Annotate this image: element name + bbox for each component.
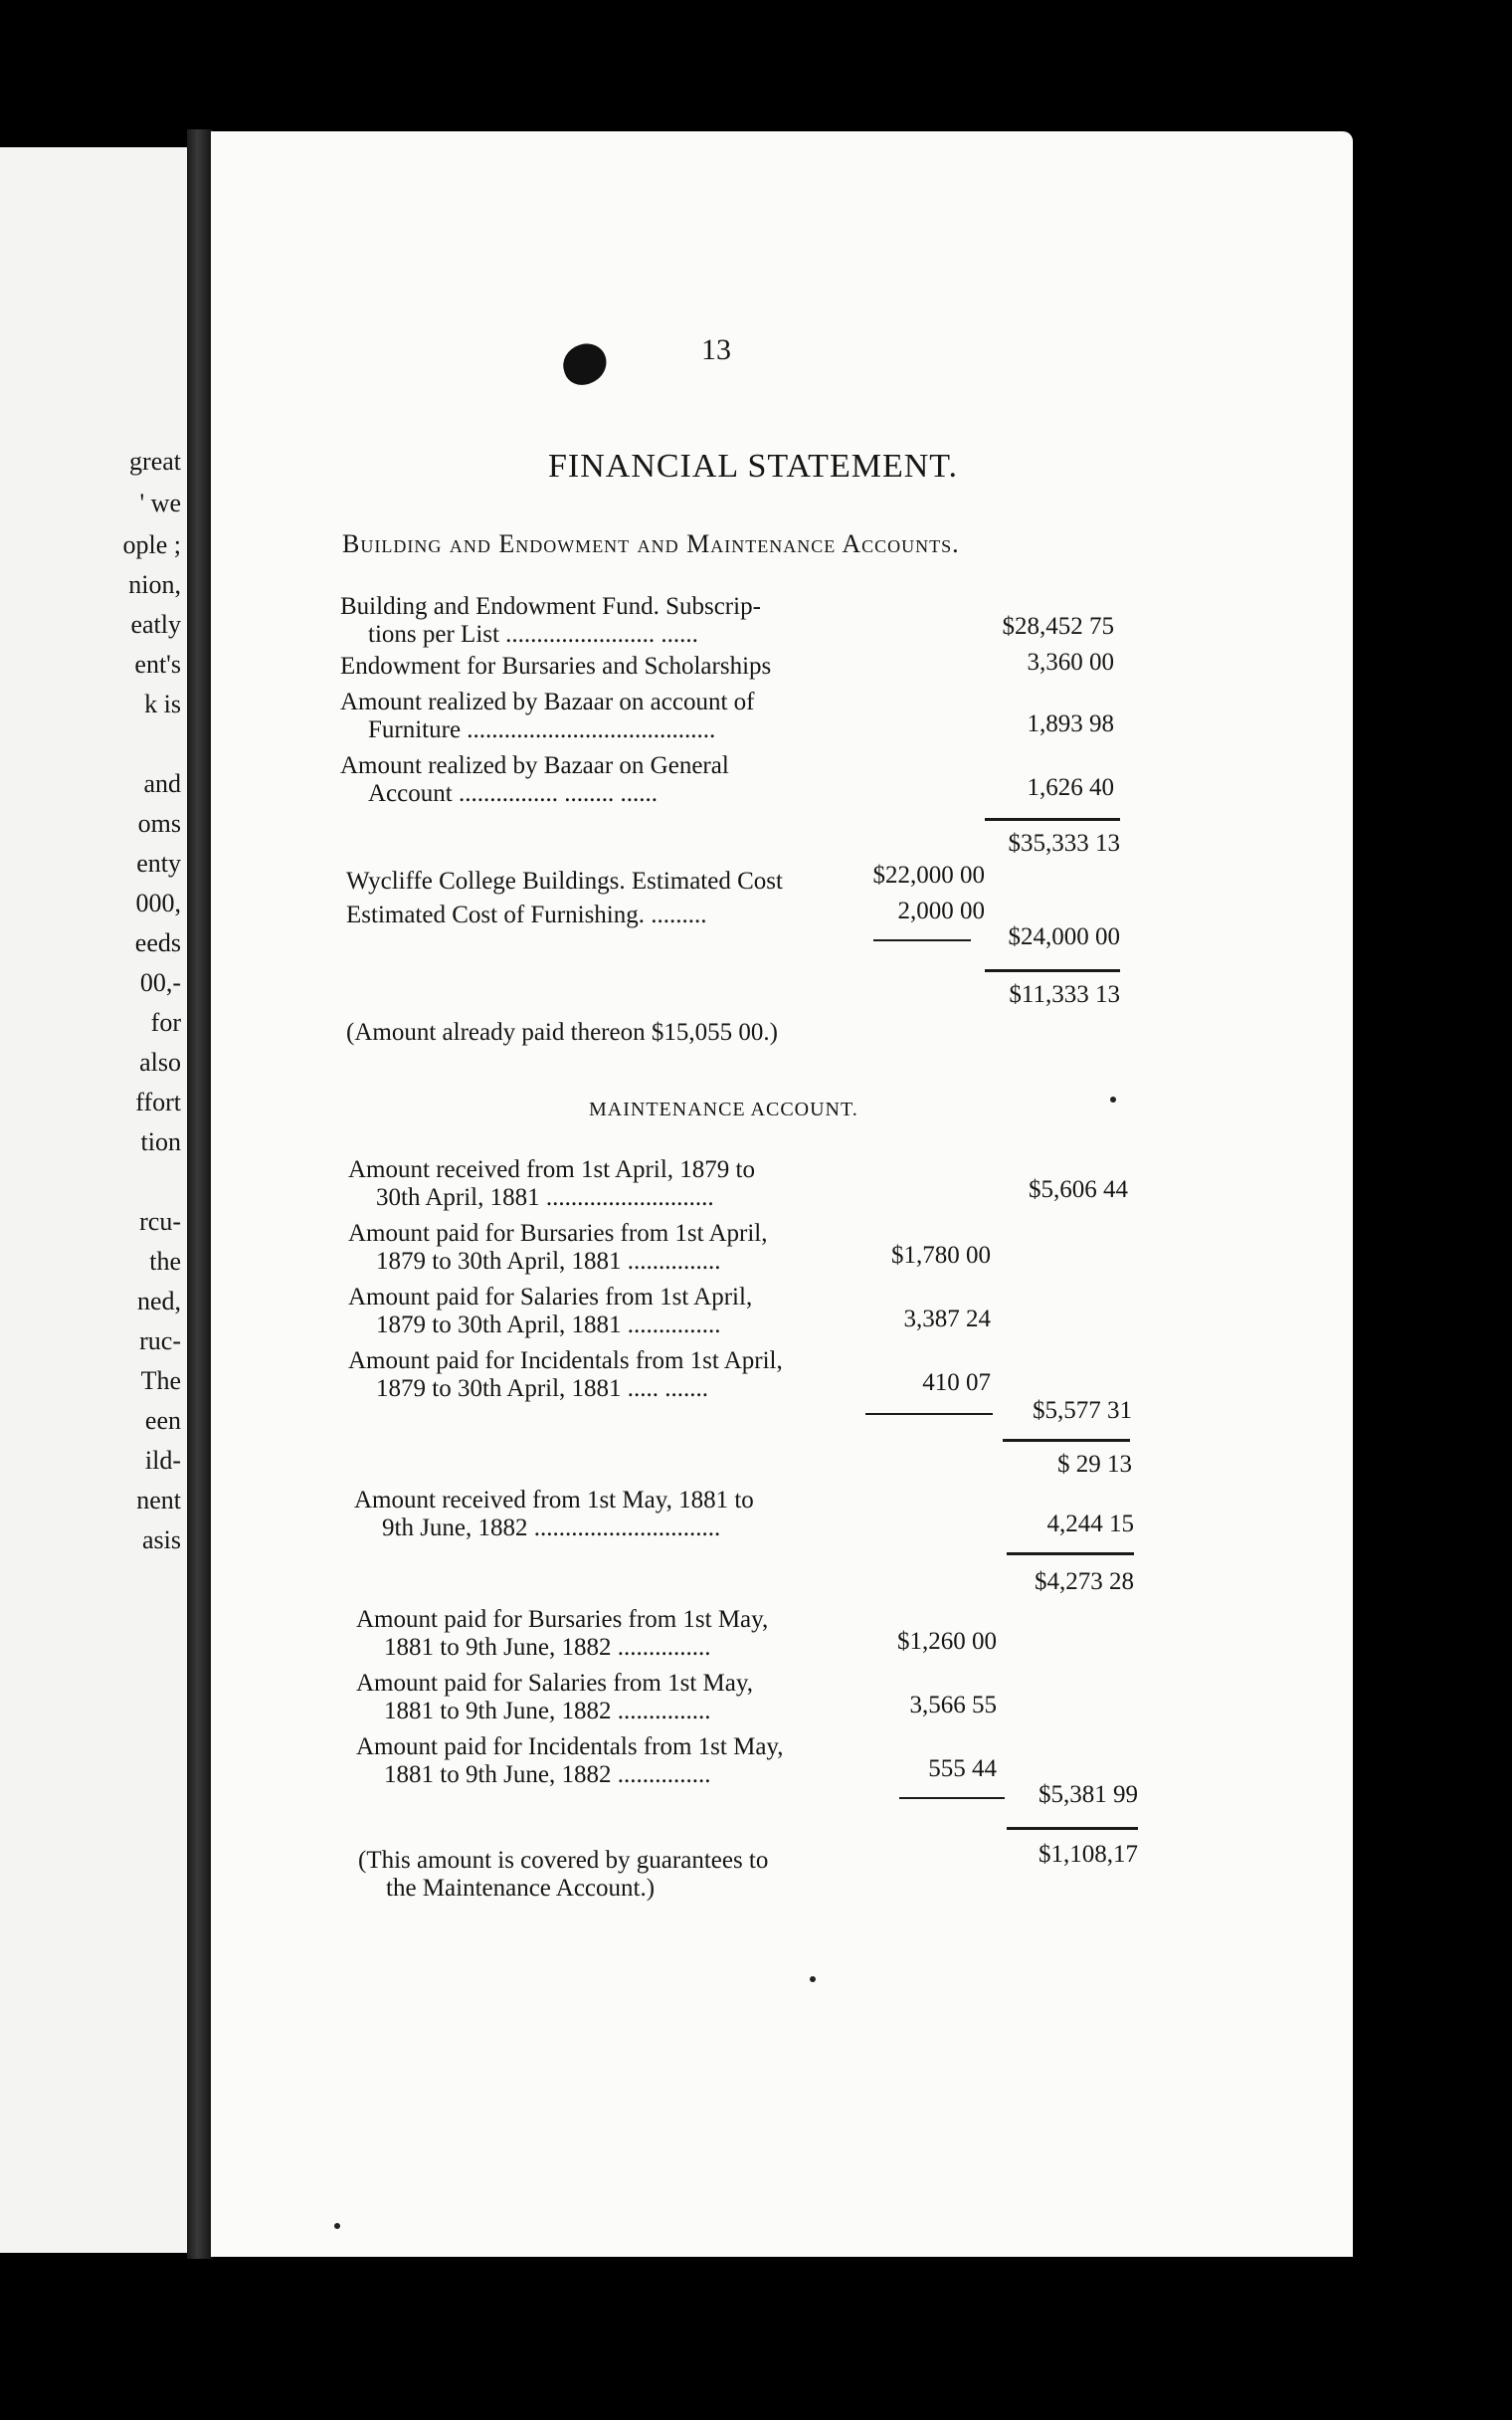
cost-amount: 2,000 00 xyxy=(897,898,985,924)
text-fragment: 00,- xyxy=(139,968,181,997)
text-fragment: The xyxy=(140,1366,181,1395)
balance-amount: $11,333 13 xyxy=(1009,981,1120,1008)
sum-rule xyxy=(899,1797,1005,1799)
paid-total-amount: $5,381 99 xyxy=(1039,1781,1138,1808)
description-line: Amount paid for Salaries from 1st May, xyxy=(356,1670,753,1697)
sum-rule xyxy=(985,969,1120,972)
maintenance-heading: MAINTENANCE ACCOUNT. xyxy=(589,1099,858,1120)
text-fragment: ent's xyxy=(134,650,181,679)
text-fragment: oms xyxy=(137,809,181,838)
text-fragment: and xyxy=(143,769,181,798)
ledger-item-description xyxy=(356,1606,768,1662)
page-number: 13 xyxy=(701,333,731,366)
description-line: Amount realized by Bazaar on General xyxy=(340,752,729,779)
note-line: the Maintenance Account.) xyxy=(386,1875,656,1902)
ledger-amount: $1,780 00 xyxy=(891,1242,991,1269)
section-heading: Building and Endowment and Maintenance Accounts. xyxy=(342,529,960,558)
text-fragment: nion, xyxy=(128,570,181,599)
ledger-item-description xyxy=(348,1284,752,1339)
ledger-item-description: Endowment for Bursaries and Scholarships xyxy=(340,653,772,680)
text-fragment: k is xyxy=(144,690,181,718)
description-line: 1879 to 30th April, 1881 ..... ....... xyxy=(376,1375,709,1402)
balance-amount: $ 29 13 xyxy=(1057,1451,1132,1478)
text-fragment: ' we xyxy=(139,489,181,517)
ledger-item-description xyxy=(340,752,729,808)
text-fragment: ffort xyxy=(135,1088,181,1116)
stray-mark xyxy=(1110,1097,1116,1103)
text-fragment: rcu- xyxy=(139,1207,181,1236)
description-line: Building and Endowment Fund. Subscrip- xyxy=(340,593,761,620)
text-fragment: asis xyxy=(142,1525,181,1554)
ledger-amount: $1,260 00 xyxy=(897,1628,997,1655)
ledger-item-description xyxy=(340,593,761,649)
description-line: Amount paid for Incidentals from 1st April, xyxy=(348,1347,783,1374)
payment-note: (Amount already paid thereon $15,055 00.) xyxy=(346,1019,778,1046)
text-fragment: ned, xyxy=(136,1287,181,1315)
text-fragment: een xyxy=(144,1406,181,1435)
subtotal-amount: $35,333 13 xyxy=(1008,830,1120,857)
text-fragment: enty xyxy=(136,849,181,878)
guarantee-note xyxy=(358,1847,768,1903)
ledger-item-description xyxy=(348,1156,755,1212)
text-fragment: tion xyxy=(140,1127,181,1156)
ledger-amount: 3,566 55 xyxy=(909,1692,997,1718)
stray-mark xyxy=(334,2223,340,2229)
description-line: Amount paid for Salaries from 1st April, xyxy=(348,1284,753,1311)
ledger-item-description xyxy=(340,689,755,744)
ledger-item-description xyxy=(354,1487,754,1542)
ledger-amount: 410 07 xyxy=(922,1369,991,1396)
text-fragment: for xyxy=(150,1008,181,1037)
text-fragment: ople ; xyxy=(122,530,181,559)
ledger-amount: 4,244 15 xyxy=(1046,1511,1134,1537)
ledger-amount: $28,452 75 xyxy=(1002,613,1114,640)
description-line: 1879 to 30th April, 1881 ............... xyxy=(376,1248,721,1275)
text-fragment: ild- xyxy=(144,1446,181,1475)
ledger-amount: 3,360 00 xyxy=(1027,649,1114,676)
sum-rule xyxy=(1003,1439,1130,1442)
cost-amount: $22,000 00 xyxy=(872,862,985,889)
previous-page-edge xyxy=(0,147,187,2253)
text-fragment: the xyxy=(149,1247,181,1276)
ledger-item-description xyxy=(348,1220,767,1276)
description-line: Amount paid for Bursaries from 1st April, xyxy=(348,1220,768,1247)
text-fragment: 000, xyxy=(135,889,181,917)
description-line: 1879 to 30th April, 1881 ............... xyxy=(376,1311,721,1338)
book-gutter xyxy=(187,129,213,2259)
ledger-item-description xyxy=(356,1733,784,1789)
description-line: 30th April, 1881 ........................... xyxy=(376,1184,714,1211)
paid-total-amount: $5,577 31 xyxy=(1033,1397,1132,1424)
ledger-item-description xyxy=(348,1347,783,1403)
text-fragment: eatly xyxy=(130,610,181,639)
description-line: Account ................ ........ ...... xyxy=(368,780,658,807)
text-fragment: great xyxy=(129,447,181,476)
page-title: FINANCIAL STATEMENT. xyxy=(547,448,959,485)
description-line: Amount paid for Incidentals from 1st May, xyxy=(356,1733,784,1760)
description-line: 1881 to 9th June, 1882 ............... xyxy=(384,1698,711,1724)
description-line: Amount paid for Bursaries from 1st May, xyxy=(356,1606,769,1633)
sum-rule xyxy=(865,1413,993,1415)
ledger-amount: 1,626 40 xyxy=(1027,774,1114,801)
description-line: 9th June, 1882 .............................. xyxy=(382,1514,721,1541)
note-line: (This amount is covered by guarantees to xyxy=(358,1847,769,1874)
cost-label: Wycliffe College Buildings. Estimated Cost xyxy=(346,868,783,895)
ledger-amount: 3,387 24 xyxy=(903,1306,991,1332)
sum-rule xyxy=(1007,1552,1134,1555)
description-line: 1881 to 9th June, 1882 ............... xyxy=(384,1634,711,1661)
description-line: Amount received from 1st May, 1881 to xyxy=(354,1487,754,1513)
description-line: Furniture ........................................ xyxy=(368,716,716,743)
text-fragment: eeds xyxy=(134,928,181,957)
deficit-amount: $1,108,17 xyxy=(1039,1841,1138,1868)
stray-mark xyxy=(810,1976,816,1982)
description-line: Amount realized by Bazaar on account of xyxy=(340,689,755,715)
subtotal-amount: $4,273 28 xyxy=(1035,1568,1134,1595)
text-fragment: also xyxy=(139,1048,181,1077)
description-line: tions per List ........................ ...... xyxy=(368,621,698,648)
costs-total-amount: $24,000 00 xyxy=(1008,923,1120,950)
description-line: Amount received from 1st April, 1879 to xyxy=(348,1156,755,1183)
cost-label: Estimated Cost of Furnishing. ......... xyxy=(346,902,707,928)
text-fragment: ruc- xyxy=(139,1326,181,1355)
ledger-amount: 555 44 xyxy=(928,1755,997,1782)
text-fragment: nent xyxy=(136,1486,181,1514)
ledger-item-description xyxy=(356,1670,753,1725)
ledger-amount: $5,606 44 xyxy=(1029,1176,1128,1203)
description-line: 1881 to 9th June, 1882 ............... xyxy=(384,1761,711,1788)
ledger-amount: 1,893 98 xyxy=(1027,710,1114,737)
sum-rule xyxy=(985,818,1120,821)
sum-rule xyxy=(873,939,971,941)
sum-rule xyxy=(1007,1827,1138,1830)
